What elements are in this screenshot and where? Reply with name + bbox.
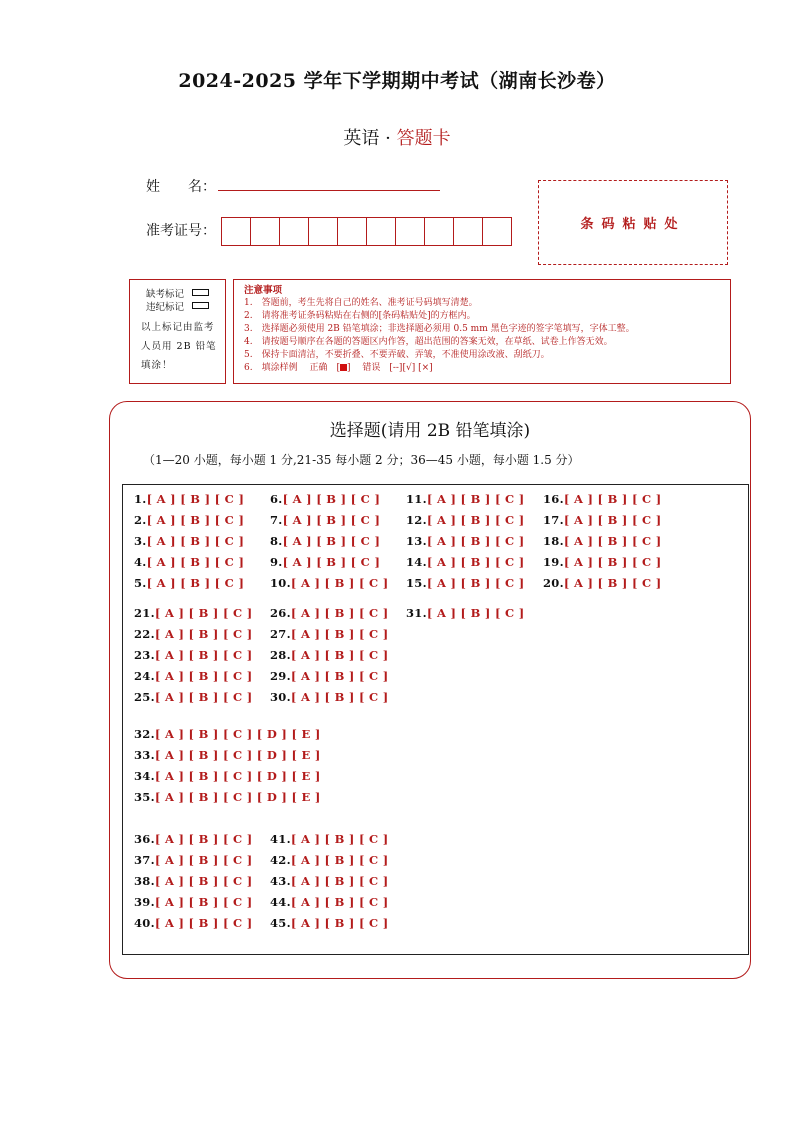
question-22[interactable] — [134, 627, 253, 641]
question-12[interactable] — [406, 513, 525, 527]
question-42[interactable] — [270, 853, 389, 867]
exam-id-digit-box[interactable] — [308, 217, 338, 246]
answer-options[interactable]: [ A ] [ B ] [ C ] — [290, 606, 389, 620]
question-43[interactable] — [270, 874, 389, 888]
question-33[interactable] — [134, 748, 321, 762]
instruction-item: 2. 请将准考证条码粘贴在右侧的[条码粘贴处]的方框内。 — [244, 311, 476, 321]
question-number: 6. — [270, 492, 283, 506]
instructions-title: 注意事项 — [244, 285, 283, 296]
question-number: 22. — [134, 627, 155, 641]
answer-options[interactable]: [ A ] [ B ] [ C ] — [154, 916, 253, 930]
question-number: 21. — [134, 606, 155, 620]
answer-options[interactable]: [ A ] [ B ] [ C ] — [563, 576, 662, 590]
question-11[interactable] — [406, 492, 525, 506]
exam-id-digit-box[interactable] — [482, 217, 512, 246]
answer-options[interactable]: [ A ] [ B ] [ C ] — [563, 534, 662, 548]
answer-options[interactable]: [ A ] [ B ] [ C ] — [154, 648, 253, 662]
exam-id-digit-box[interactable] — [424, 217, 454, 246]
question-13[interactable] — [406, 534, 525, 548]
fill-sample-row — [244, 362, 730, 375]
question-number: 28. — [270, 648, 291, 662]
question-20[interactable] — [543, 576, 662, 590]
question-number: 38. — [134, 874, 155, 888]
answer-options[interactable]: [ A ] [ B ] [ C ] — [426, 534, 525, 548]
question-25[interactable] — [134, 690, 253, 704]
question-29[interactable] — [270, 669, 389, 683]
question-number: 7. — [270, 513, 283, 527]
question-number: 16. — [543, 492, 564, 506]
question-number: 18. — [543, 534, 564, 548]
question-37[interactable] — [134, 853, 253, 867]
question-number: 39. — [134, 895, 155, 909]
question-number: 44. — [270, 895, 291, 909]
question-number: 43. — [270, 874, 291, 888]
question-number: 34. — [134, 769, 155, 783]
question-17[interactable] — [543, 513, 662, 527]
answer-options[interactable]: [ A ] [ B ] [ C ] — [426, 492, 525, 506]
question-number: 1. — [134, 492, 147, 506]
page-title: 2024-2025 学年下学期期中考试（湖南长沙卷） — [178, 70, 616, 92]
question-number: 35. — [134, 790, 155, 804]
violation-mark-label: 违纪标记 — [145, 301, 184, 313]
question-36[interactable] — [134, 832, 253, 846]
instruction-item: 4. 请按题号顺序在各题的答题区内作答，超出范围的答案无效，在草纸、试卷上作答无效。 — [244, 337, 613, 347]
question-28[interactable] — [270, 648, 389, 662]
question-14[interactable] — [406, 555, 525, 569]
answer-options[interactable]: [ A ] [ B ] [ C ] — [290, 853, 389, 867]
exam-id-digit-box[interactable] — [250, 217, 280, 246]
question-31[interactable] — [406, 606, 525, 620]
answer-options[interactable]: [ A ] [ B ] [ C ] — [146, 492, 245, 506]
answer-options[interactable]: [ A ] [ B ] [ C ] — [290, 627, 389, 641]
violation-mark-box[interactable] — [192, 302, 209, 309]
question-39[interactable] — [134, 895, 253, 909]
exam-id-boxes[interactable] — [222, 217, 512, 246]
answer-options[interactable]: [ A ] [ B ] [ C ] — [290, 832, 389, 846]
question-number: 17. — [543, 513, 564, 527]
answer-options[interactable]: [ A ] [ B ] [ C ] [ D ] [ E ] — [154, 727, 321, 741]
question-8[interactable] — [270, 534, 380, 548]
question-number: 9. — [270, 555, 283, 569]
question-number: 30. — [270, 690, 291, 704]
question-number: 4. — [134, 555, 147, 569]
question-15[interactable] — [406, 576, 525, 590]
name-label: 姓 名： — [146, 179, 216, 195]
question-number: 3. — [134, 534, 147, 548]
question-34[interactable] — [134, 769, 321, 783]
question-number: 11. — [406, 492, 427, 506]
card-subtitle — [0, 124, 794, 150]
answer-options[interactable]: [ A ] [ B ] [ C ] — [290, 916, 389, 930]
question-number: 20. — [543, 576, 564, 590]
question-number: 14. — [406, 555, 427, 569]
answer-options[interactable]: [ A ] [ B ] [ C ] — [146, 576, 245, 590]
question-24[interactable] — [134, 669, 253, 683]
answer-options[interactable]: [ A ] [ B ] [ C ] — [290, 576, 389, 590]
question-6[interactable] — [270, 492, 380, 506]
question-number: 2. — [134, 513, 147, 527]
name-field[interactable] — [218, 190, 440, 191]
instruction-item: 1. 答题前，考生先将自己的姓名、准考证号码填写清楚。 — [244, 298, 478, 308]
answer-options[interactable]: [ A ] [ B ] [ C ] [ D ] [ E ] — [154, 790, 321, 804]
answer-options[interactable]: [ A ] [ B ] [ C ] — [563, 492, 662, 506]
question-number: 15. — [406, 576, 427, 590]
question-number: 24. — [134, 669, 155, 683]
question-number: 40. — [134, 916, 155, 930]
choice-section-description: （1—20 小题，每小题 1 分,21-35 每小题 2 分；36—45 小题，每小题 1.5 分） — [143, 453, 580, 467]
answer-options[interactable]: [ A ] [ B ] [ C ] — [146, 534, 245, 548]
question-27[interactable] — [270, 627, 389, 641]
answer-options[interactable]: [ A ] [ B ] [ C ] [ D ] [ E ] — [154, 769, 321, 783]
choice-section-title: 选择题(请用 2B 铅笔填涂) — [329, 421, 531, 441]
wrong-fill-sample: [--][√] [×] — [389, 363, 433, 373]
question-number: 26. — [270, 606, 291, 620]
answer-options[interactable]: [ A ] [ B ] [ C ] — [290, 895, 389, 909]
barcode-area: 条码粘贴处 — [538, 180, 728, 265]
question-21[interactable] — [134, 606, 253, 620]
question-9[interactable] — [270, 555, 380, 569]
card-type-label: 答题卡 — [396, 128, 451, 149]
instructions-box — [233, 279, 731, 384]
question-18[interactable] — [543, 534, 662, 548]
answer-options[interactable]: [ A ] [ B ] [ C ] — [282, 555, 381, 569]
answer-options[interactable]: [ A ] [ B ] [ C ] — [290, 690, 389, 704]
instruction-item: 5. 保持卡面清洁，不要折叠、不要弄破、弄皱，不准使用涂改液、刮纸刀。 — [244, 350, 550, 360]
absent-mark-label: 缺考标记 — [145, 288, 184, 300]
proctor-marks-box — [129, 279, 226, 384]
question-5[interactable] — [134, 576, 244, 590]
answer-options[interactable]: [ A ] [ B ] [ C ] — [146, 513, 245, 527]
question-number: 31. — [406, 606, 427, 620]
question-number: 33. — [134, 748, 155, 762]
answer-options[interactable]: [ A ] [ B ] [ C ] — [563, 555, 662, 569]
exam-id-digit-box[interactable] — [453, 217, 483, 246]
exam-id-label: 准考证号： — [146, 223, 216, 239]
fill-sample-wrong-label: ] 错误 — [346, 363, 390, 373]
answer-options[interactable]: [ A ] [ B ] [ C ] — [154, 690, 253, 704]
answer-options[interactable]: [ A ] [ B ] [ C ] — [154, 832, 253, 846]
answer-options[interactable]: [ A ] [ B ] [ C ] — [282, 492, 381, 506]
answer-grid — [122, 484, 749, 955]
answer-options[interactable]: [ A ] [ B ] [ C ] — [290, 874, 389, 888]
question-number: 27. — [270, 627, 291, 641]
subject-label: 英语 · — [343, 128, 397, 149]
question-38[interactable] — [134, 874, 253, 888]
question-10[interactable] — [270, 576, 389, 590]
violation-mark-row — [130, 299, 225, 312]
question-35[interactable] — [134, 790, 321, 804]
exam-id-digit-box[interactable] — [337, 217, 367, 246]
absent-mark-box[interactable] — [192, 289, 209, 296]
exam-id-digit-box[interactable] — [279, 217, 309, 246]
question-number: 5. — [134, 576, 147, 590]
question-26[interactable] — [270, 606, 389, 620]
answer-options[interactable]: [ A ] [ B ] [ C ] — [426, 555, 525, 569]
fill-sample-label: 6. 填涂样例 正确 [ — [244, 363, 340, 373]
answer-options[interactable]: [ A ] [ B ] [ C ] — [146, 555, 245, 569]
answer-options[interactable]: [ A ] [ B ] [ C ] — [154, 606, 253, 620]
answer-options[interactable]: [ A ] [ B ] [ C ] — [154, 627, 253, 641]
question-number: 23. — [134, 648, 155, 662]
question-2[interactable] — [134, 513, 244, 527]
proctor-note: 以上标记由监考人员用 2B 铅笔填涂！ — [141, 322, 217, 371]
answer-options[interactable]: [ A ] [ B ] [ C ] — [290, 669, 389, 683]
answer-options[interactable]: [ A ] [ B ] [ C ] — [282, 513, 381, 527]
absent-mark-row — [130, 286, 225, 299]
exam-id-digit-box[interactable] — [366, 217, 396, 246]
question-40[interactable] — [134, 916, 253, 930]
question-number: 12. — [406, 513, 427, 527]
answer-options[interactable]: [ A ] [ B ] [ C ] — [282, 534, 381, 548]
question-number: 37. — [134, 853, 155, 867]
question-number: 10. — [270, 576, 291, 590]
question-19[interactable] — [543, 555, 662, 569]
question-number: 41. — [270, 832, 291, 846]
question-1[interactable] — [134, 492, 244, 506]
question-30[interactable] — [270, 690, 389, 704]
question-4[interactable] — [134, 555, 244, 569]
question-16[interactable] — [543, 492, 662, 506]
question-23[interactable] — [134, 648, 253, 662]
correct-fill-sample — [340, 364, 347, 371]
question-number: 45. — [270, 916, 291, 930]
question-number: 36. — [134, 832, 155, 846]
question-3[interactable] — [134, 534, 244, 548]
question-number: 25. — [134, 690, 155, 704]
answer-options[interactable]: [ A ] [ B ] [ C ] — [426, 576, 525, 590]
answer-options[interactable]: [ A ] [ B ] [ C ] — [154, 874, 253, 888]
question-number: 13. — [406, 534, 427, 548]
answer-options[interactable]: [ A ] [ B ] [ C ] — [290, 648, 389, 662]
exam-id-digit-box[interactable] — [395, 217, 425, 246]
question-number: 42. — [270, 853, 291, 867]
question-number: 8. — [270, 534, 283, 548]
question-7[interactable] — [270, 513, 380, 527]
answer-options[interactable]: [ A ] [ B ] [ C ] — [154, 669, 253, 683]
answer-options[interactable]: [ A ] [ B ] [ C ] — [426, 513, 525, 527]
answer-options[interactable]: [ A ] [ B ] [ C ] [ D ] [ E ] — [154, 748, 321, 762]
answer-options[interactable]: [ A ] [ B ] [ C ] — [154, 895, 253, 909]
question-45[interactable] — [270, 916, 389, 930]
answer-options[interactable]: [ A ] [ B ] [ C ] — [154, 853, 253, 867]
exam-id-digit-box[interactable] — [221, 217, 251, 246]
question-number: 29. — [270, 669, 291, 683]
question-44[interactable] — [270, 895, 389, 909]
answer-options[interactable]: [ A ] [ B ] [ C ] — [563, 513, 662, 527]
question-32[interactable] — [134, 727, 321, 741]
question-number: 32. — [134, 727, 155, 741]
question-number: 19. — [543, 555, 564, 569]
instruction-item: 3. 选择题必须使用 2B 铅笔填涂；非选择题必须用 0.5 mm 黑色字迹的签字笔填写，字体工整。 — [244, 324, 635, 334]
question-41[interactable] — [270, 832, 389, 846]
answer-options[interactable]: [ A ] [ B ] [ C ] — [426, 606, 525, 620]
